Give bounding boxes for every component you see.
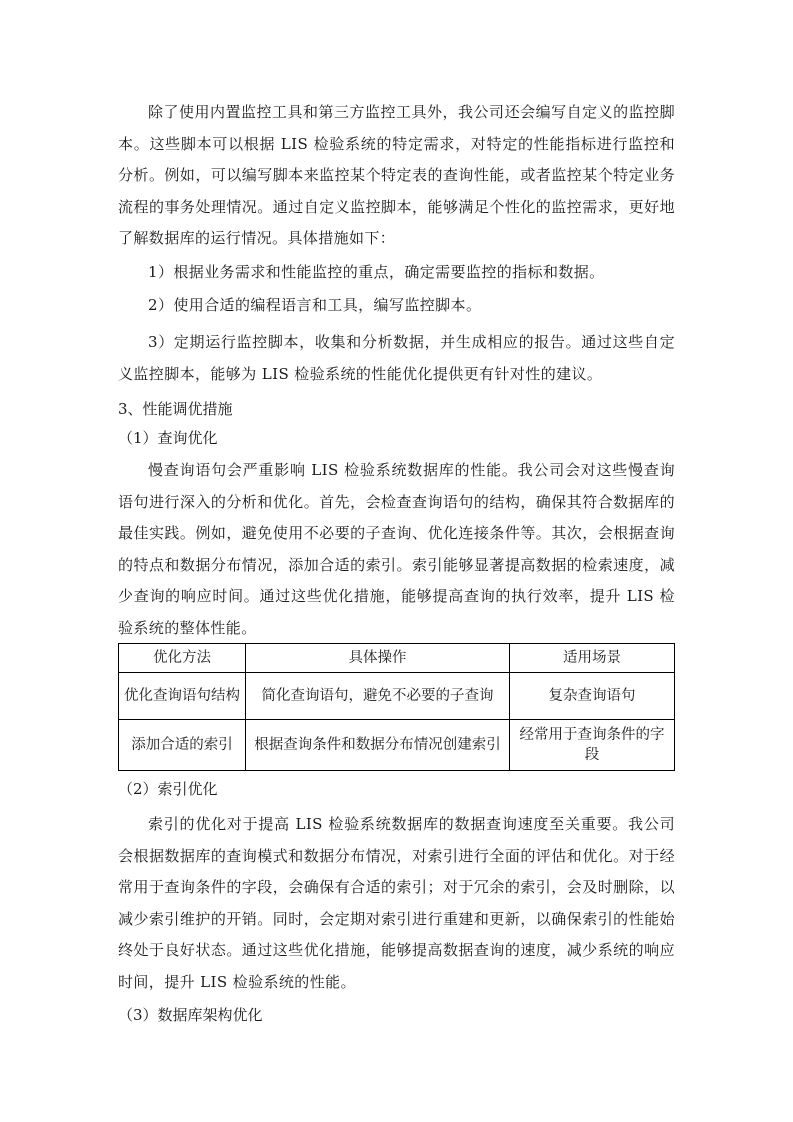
- table-cell: 经常用于查询条件的字段: [510, 720, 675, 771]
- subheading-query-optimization: （1）查询优化: [118, 429, 218, 447]
- subheading-index-optimization: （2）索引优化: [118, 780, 218, 798]
- step-3: 3）定期运行监控脚本，收集和分析数据，并生成相应的报告。通过这些自定义监控脚本，能够为 LIS 检验系统的性能优化提供更有针对性的建议。: [118, 333, 675, 383]
- intro-paragraph: 除了使用内置监控工具和第三方监控工具外，我公司还会编写自定义的监控脚本。这些脚本可以根据 LIS 检验系统的特定需求，对特定的性能指标进行监控和分析。例如，可以编写脚本来监控某个特定表的查询性能，或者监控某个特定业务流程的事务处理情况。通过自定义监控脚本，能够满足个性化的监控需求，更好地了解数据库的运行情况。具体措施如下：: [118, 103, 675, 247]
- table-cell: 优化查询语句结构: [119, 673, 246, 720]
- step-2: 2）使用合适的编程语言和工具，编写监控脚本。: [148, 296, 482, 314]
- table-cell: 添加合适的索引: [119, 720, 246, 771]
- table-row: [119, 673, 675, 720]
- table-cell: 简化查询语句，避免不必要的子查询: [246, 673, 510, 720]
- table-cell: 根据查询条件和数据分布情况创建索引: [246, 720, 510, 771]
- table-header-row: [119, 644, 675, 673]
- section-heading: 3、性能调优措施: [118, 400, 233, 418]
- table-header: 适用场景: [510, 644, 675, 673]
- table-row: [119, 720, 675, 771]
- table-cell: 复杂查询语句: [510, 673, 675, 720]
- table-header: 优化方法: [119, 644, 246, 673]
- table-header: 具体操作: [246, 644, 510, 673]
- query-optimization-paragraph: 慢查询语句会严重影响 LIS 检验系统数据库的性能。我公司会对这些慢查询语句进行深入的分析和优化。首先，会检查查询语句的结构，确保其符合数据库的最佳实践。例如，避免使用不必要的子查询、优化连接条件等。其次，会根据查询的特点和数据分布情况，添加合适的索引。索引能够显著提高数据的检索速度，减少查询的响应时间。通过这些优化措施，能够提高查询的执行效率，提升 LIS 检验系统的整体性能。: [118, 461, 675, 637]
- subheading-architecture-optimization: （3）数据库架构优化: [118, 1006, 263, 1024]
- index-optimization-paragraph: 索引的优化对于提高 LIS 检验系统数据库的数据查询速度至关重要。我公司会根据数据库的查询模式和数据分布情况，对索引进行全面的评估和优化。对于经常用于查询条件的字段，会确保有合适的索引；对于冗余的索引，会及时删除，以减少索引维护的开销。同时，会定期对索引进行重建和更新，以确保索引的性能始终处于良好状态。通过这些优化措施，能够提高数据查询的速度，减少系统的响应时间，提升 LIS 检验系统的性能。: [118, 815, 675, 991]
- step-1: 1）根据业务需求和性能监控的重点，确定需要监控的指标和数据。: [148, 263, 605, 281]
- optimization-table: [118, 643, 675, 771]
